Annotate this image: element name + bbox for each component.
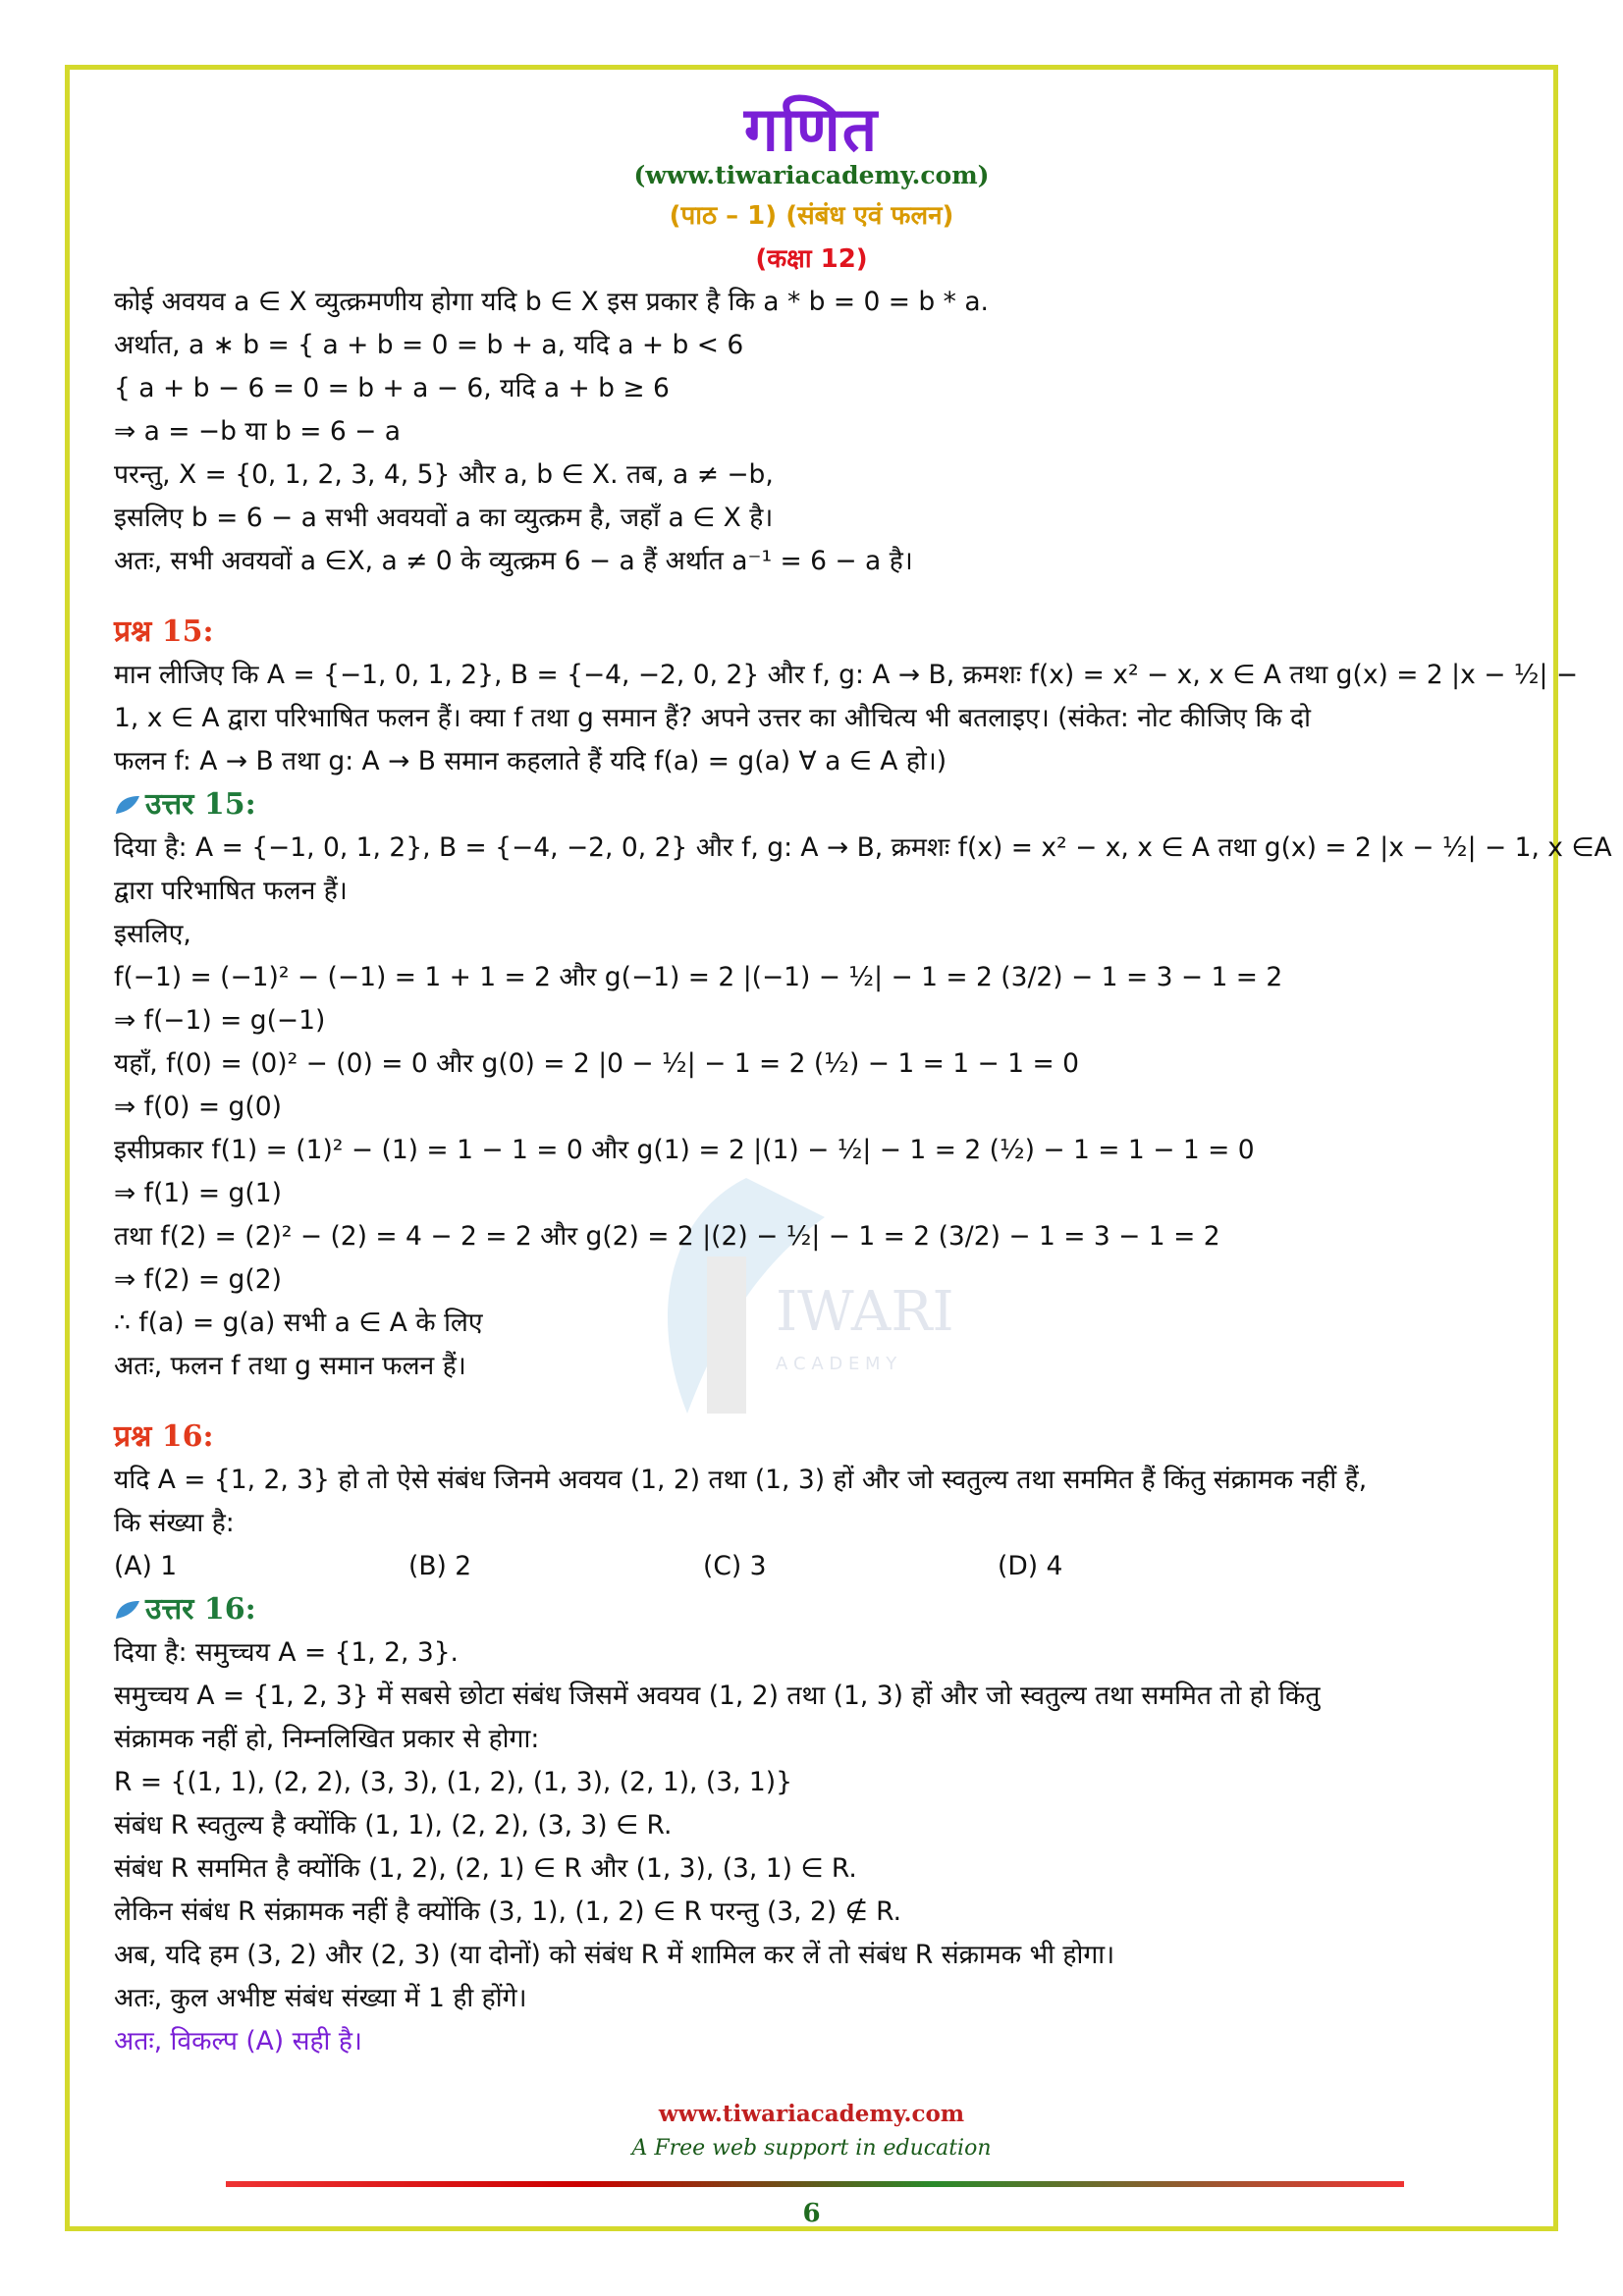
- text-line: समुच्चय A = {1, 2, 3} में सबसे छोटा संबंध जिसमें अवयव (1, 2) तथा (1, 3) हों और जो स्वतुल्य तथा सममित तो हो किंतु: [114, 1681, 1321, 1711]
- text-line: मान लीजिए कि A = {−1, 0, 1, 2}, B = {−4, −2, 0, 2} और f, g: A → B, क्रमशः f(x) = x² − x, x ∈ A तथा g(x) = 2 |x − ½| −: [114, 660, 1579, 690]
- question-15-heading: प्रश्न 15:: [114, 614, 214, 649]
- text-line: संबंध R स्वतुल्य है क्योंकि (1, 1), (2, 2), (3, 3) ∈ R.: [114, 1810, 673, 1841]
- text-line: अतः, सभी अवयवों a ∈X, a ≠ 0 के व्युत्क्रम 6 − a हैं अर्थात a⁻¹ = 6 − a है।: [114, 546, 913, 576]
- text-line: 1, x ∈ A द्वारा परिभाषित फलन हैं। क्या f तथा g समान हैं? अपने उत्तर का औचित्य भी बतलाइए। (संकेत: नोट कीजिए कि दो: [114, 703, 1311, 733]
- text-line: संक्रामक नहीं हो, निम्नलिखित प्रकार से होगा:: [114, 1724, 540, 1754]
- text-line: लेकिन संबंध R संक्रामक नहीं है क्योंकि (3, 1), (1, 2) ∈ R परन्तु (3, 2) ∉ R.: [114, 1896, 902, 1927]
- footer-tagline: A Free web support in education: [631, 2136, 992, 2161]
- text-line: R = {(1, 1), (2, 2), (3, 3), (1, 2), (1, 3), (2, 1), (3, 1)}: [114, 1767, 792, 1797]
- text-line: संबंध R सममित है क्योंकि (1, 2), (2, 1) ∈ R और (1, 3), (3, 1) ∈ R.: [114, 1853, 857, 1884]
- option-d: (D) 4: [998, 1551, 1063, 1581]
- text-line: दिया है: समुच्चय A = {1, 2, 3}.: [114, 1637, 459, 1668]
- answer-16-conclusion: अतः, विकल्प (A) सही है।: [114, 2026, 362, 2056]
- text-line: कि संख्या है:: [114, 1508, 235, 1538]
- text-line: कोई अवयव a ∈ X व्युत्क्रमणीय होगा यदि b ∈ X इस प्रकार है कि a * b = 0 = b * a.: [114, 287, 989, 317]
- class-label: (कक्षा 12): [755, 244, 868, 274]
- text-line: दिया है: A = {−1, 0, 1, 2}, B = {−4, −2, 0, 2} और f, g: A → B, क्रमशः f(x) = x² − x, x ∈ A तथा g(x) = 2 |x − ½| − 1, x ∈A: [114, 832, 1612, 863]
- text-line: अतः, कुल अभीष्ट संबंध संख्या में 1 ही होंगे।: [114, 1983, 527, 2013]
- page-number: 6: [802, 2199, 821, 2228]
- leaf-icon: [114, 1599, 141, 1621]
- text-line: अर्थात, a ∗ b = { a + b = 0 = b + a, यदि a + b < 6: [114, 330, 744, 360]
- answer-15-heading: [114, 783, 1518, 827]
- text-line: द्वारा परिभाषित फलन हैं।: [114, 876, 348, 906]
- text-line: तथा f(2) = (2)² − (2) = 4 − 2 = 2 और g(2) = 2 |(2) − ½| − 1 = 2 (3/2) − 1 = 3 − 1 = 2: [114, 1221, 1220, 1252]
- page-title: गणित: [743, 93, 880, 165]
- text-line: अब, यदि हम (3, 2) और (2, 3) (या दोनों) को संबंध R में शामिल कर लें तो संबंध R संक्रामक भी होगा।: [114, 1940, 1115, 1970]
- answer-16-heading: [114, 1588, 1518, 1631]
- answer-15-label: उत्तर 15:: [145, 787, 256, 822]
- watermark-sub: A C A D E M Y: [776, 1354, 897, 1374]
- answer-options: [114, 1545, 1518, 1588]
- chapter-label: (पाठ – 1) (संबंध एवं फलन): [669, 201, 954, 231]
- text-line: परन्तु, X = {0, 1, 2, 3, 4, 5} और a, b ∈ X. तब, a ≠ −b,: [114, 459, 774, 490]
- text-line: अतः, फलन f तथा g समान फलन हैं।: [114, 1351, 466, 1381]
- text-line: यदि A = {1, 2, 3} हो तो ऐसे संबंध जिनमे अवयव (1, 2) तथा (1, 3) हों और जो स्वतुल्य तथा सममित हैं किंतु संक्रामक नहीं हैं,: [114, 1465, 1368, 1495]
- previous-answer-continuation: [114, 281, 1518, 583]
- text-line: ⇒ f(1) = g(1): [114, 1178, 282, 1208]
- option-b: (B) 2: [408, 1551, 472, 1581]
- text-line: ⇒ f(−1) = g(−1): [114, 1005, 326, 1036]
- text-line: फलन f: A → B तथा g: A → B समान कहलाते हैं यदि f(a) = g(a) ∀ a ∈ A हो।): [114, 746, 947, 776]
- page-content: [114, 281, 1612, 2063]
- leaf-icon: [114, 794, 141, 816]
- answer-16-label: उत्तर 16:: [145, 1592, 256, 1627]
- watermark-word: IWARI: [776, 1280, 954, 1344]
- text-line: ⇒ f(2) = g(2): [114, 1264, 282, 1295]
- question-16-heading: प्रश्न 16:: [114, 1419, 214, 1454]
- footer-site-link[interactable]: www.tiwariacademy.com: [658, 2101, 965, 2127]
- text-line: यहाँ, f(0) = (0)² − (0) = 0 और g(0) = 2 |0 − ½| − 1 = 2 (½) − 1 = 1 − 1 = 0: [114, 1048, 1079, 1079]
- option-c: (C) 3: [703, 1551, 767, 1581]
- option-a: (A) 1: [114, 1551, 178, 1581]
- footer-divider: [226, 2181, 1404, 2187]
- header-site[interactable]: (www.tiwariacademy.com): [633, 161, 990, 189]
- text-line: इसलिए b = 6 − a सभी अवयवों a का व्युत्क्रम है, जहाँ a ∈ X है।: [114, 503, 774, 533]
- text-line: { a + b − 6 = 0 = b + a − 6, यदि a + b ≥ 6: [114, 373, 670, 403]
- text-line: ⇒ f(0) = g(0): [114, 1092, 282, 1122]
- text-line: ⇒ a = −b या b = 6 − a: [114, 416, 402, 447]
- text-line: इसलिए,: [114, 919, 191, 949]
- text-line: ∴ f(a) = g(a) सभी a ∈ A के लिए: [114, 1308, 483, 1338]
- text-line: इसीप्रकार f(1) = (1)² − (1) = 1 − 1 = 0 और g(1) = 2 |(1) − ½| − 1 = 2 (½) − 1 = 1 − 1 = 0: [114, 1135, 1255, 1165]
- text-line: f(−1) = (−1)² − (−1) = 1 + 1 = 2 और g(−1) = 2 |(−1) − ½| − 1 = 2 (3/2) − 1 = 3 − 1 = 2: [114, 962, 1283, 992]
